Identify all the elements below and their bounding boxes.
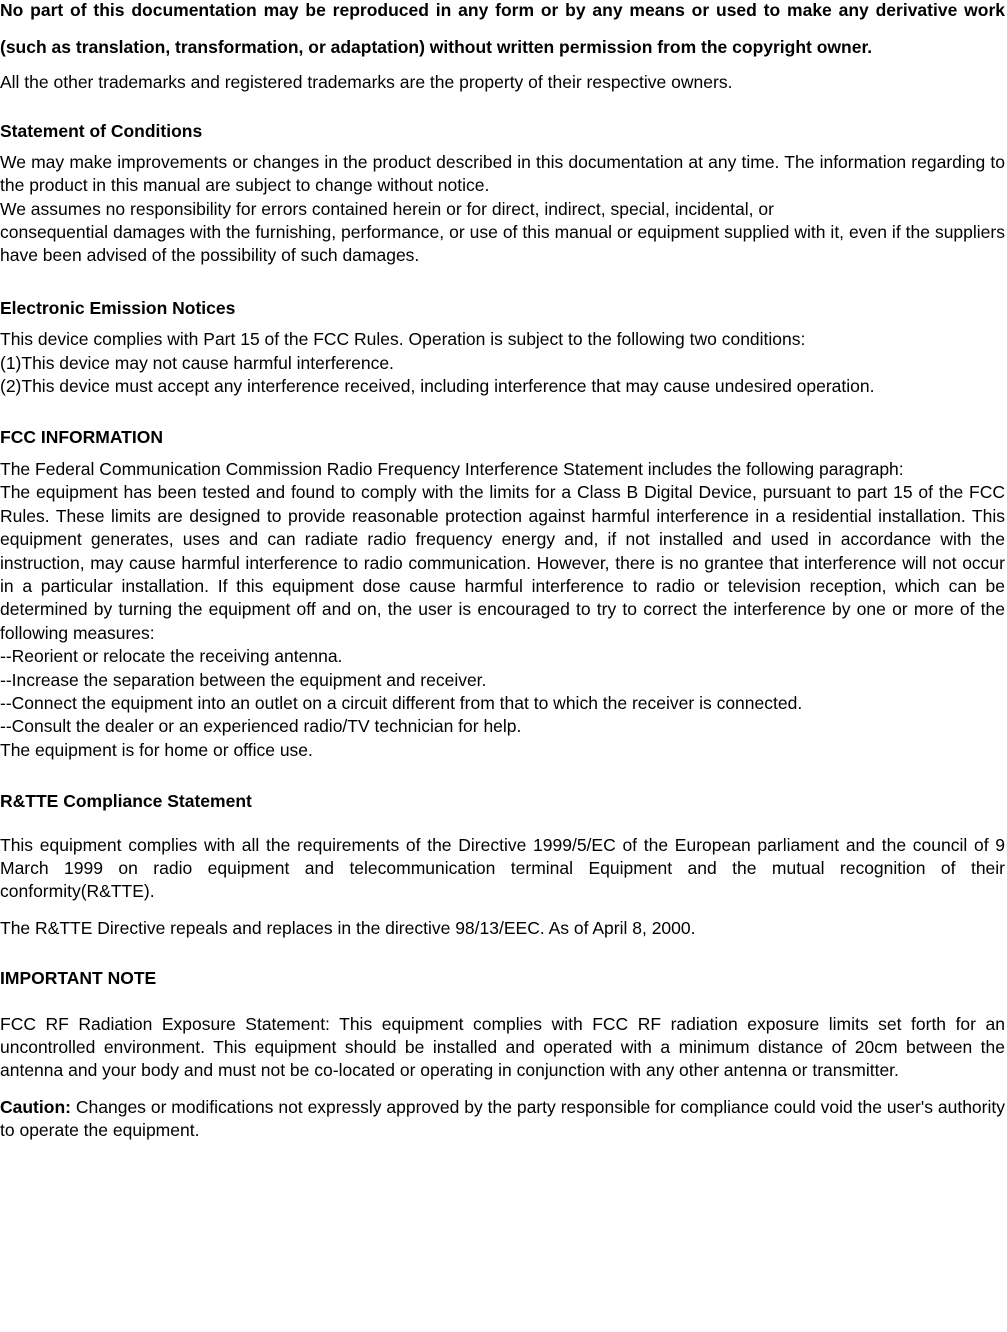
fcc-use-statement: The equipment is for home or office use. [0,739,313,760]
conditions-heading: Statement of Conditions [0,121,203,142]
fcc-paragraph-2: The equipment has been tested and found to comply with the limits for a Class B Digital Device, pursuant to part 15 of the FCC Rules. These limits are designed to provide reasonable protection against harmful interference in a residential installation. This equipment generates, uses and can radiate radio frequency energy and, if not installed and used in accordance with the instruction, may cause harmful interference to radio communication. However, there is no grantee that interference will not occur in a particular installation. If this equipment dose cause harmful interference to radio or television reception, which can be determined by turning the equipment off and on, the user is encouraged to try to correct the interference by one or more of the following measures: [0,482,1005,643]
emission-heading: Electronic Emission Notices [0,297,236,318]
conditions-paragraph-1: We may make improvements or changes in the product described in this documentation at any time. The information regarding to the product in this manual are subject to change without notice. [0,151,1005,196]
emission-intro: This device complies with Part 15 of the FCC Rules. Operation is subject to the following two conditions: [0,329,806,350]
conditions-paragraph-2 [0,198,1005,268]
fcc-measure-4: --Consult the dealer or an experienced radio/TV technician for help. [0,716,522,737]
rtte-paragraph-2: The R&TTE Directive repeals and replaces in the directive 98/13/EEC. As of April 8, 2000. [0,917,696,938]
caution-paragraph [0,1096,1005,1143]
caution-text: Changes or modifications not expressly approved by the party responsible for compliance could void the user's authority to operate the equipment. [0,1096,1005,1141]
rtte-heading: R&TTE Compliance Statement [0,791,252,812]
copyright-notice: No part of this documentation may be reproduced in any form or by any means or used to make any derivative work (such as translation, transformation, or adaptation) without written permission from the copyright owner. [0,0,1005,57]
emission-condition-1: (1)This device may not cause harmful interference. [0,352,394,373]
caution-label: Caution: [0,1096,71,1117]
fcc-paragraph-1: The Federal Communication Commission Radio Frequency Interference Statement includes the following paragraph: [0,458,904,479]
conditions-paragraph-2-rest: consequential damages with the furnishing, performance, or use of this manual or equipment supplied with it, even if the suppliers have been advised of the possibility of such damages. [0,222,1005,266]
important-paragraph-1: FCC RF Radiation Exposure Statement: This equipment complies with FCC RF radiation exposure limits set forth for an uncontrolled environment. This equipment should be installed and operated with a minimum distance of 20cm between the antenna and your body and must not be co-located or operating in conjunction with any other antenna or transmitter. [0,1013,1005,1081]
fcc-heading: FCC INFORMATION [0,427,163,448]
rtte-paragraph-1: This equipment complies with all the requirements of the Directive 1999/5/EC of the European parliament and the council of 9 March 1999 on radio equipment and telecommunication terminal Equipment and the mutual recognition of their conformity(R&TTE). [0,834,1005,902]
fcc-measure-2: --Increase the separation between the equipment and receiver. [0,669,487,690]
important-heading: IMPORTANT NOTE [0,968,157,989]
fcc-measure-3: --Connect the equipment into an outlet on a circuit different from that to which the receiver is connected. [0,692,803,713]
fcc-measure-1: --Reorient or relocate the receiving antenna. [0,646,343,667]
emission-condition-2: (2)This device must accept any interference received, including interference that may cause undesired operation. [0,376,875,397]
conditions-paragraph-2-line-1: We assumes no responsibility for errors contained herein or for direct, indirect, special, incidental, or [0,198,774,219]
trademarks-text: All the other trademarks and registered trademarks are the property of their respective owners. [0,72,733,92]
